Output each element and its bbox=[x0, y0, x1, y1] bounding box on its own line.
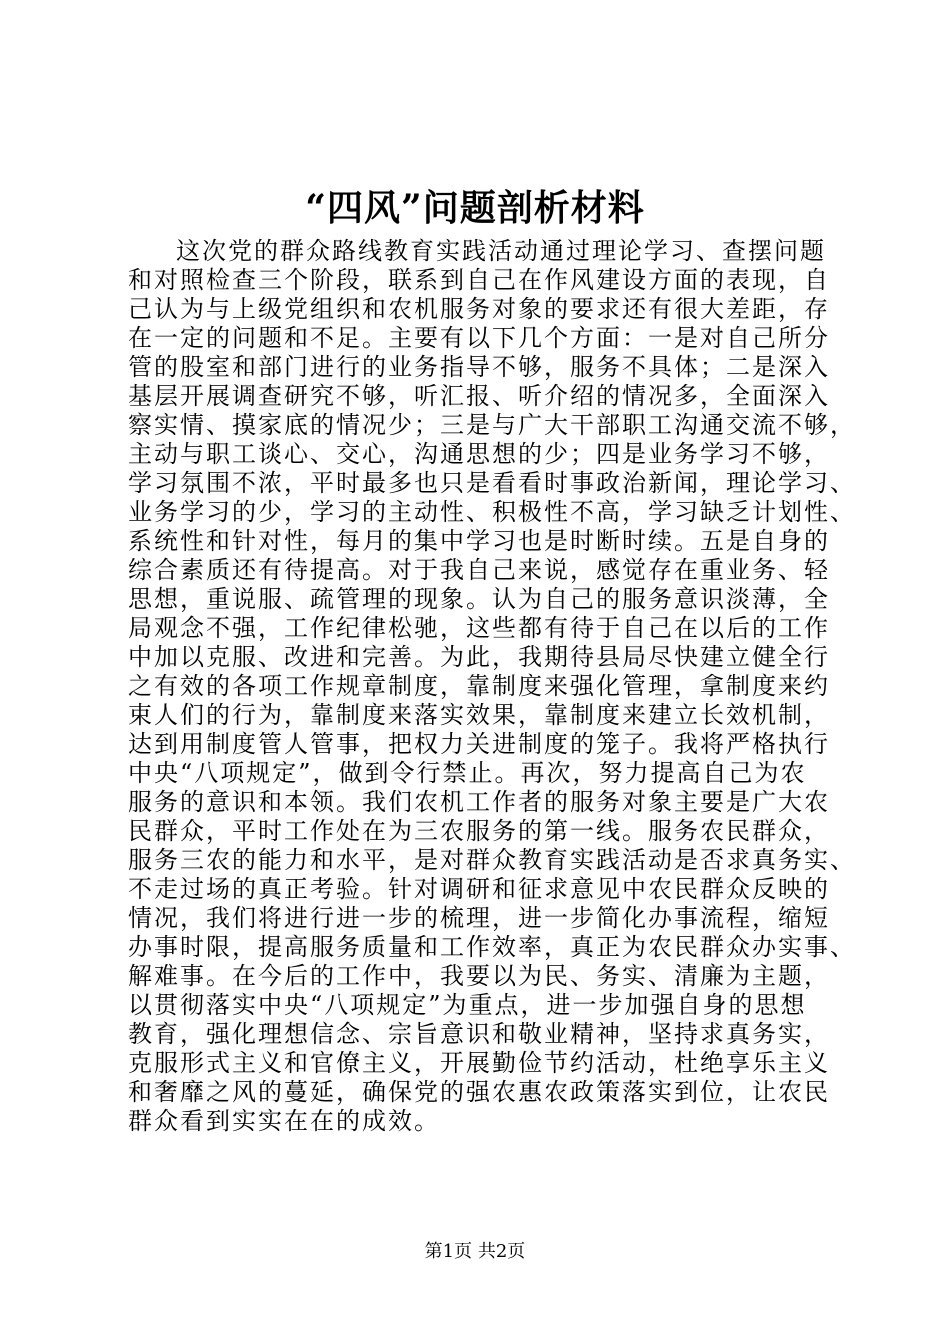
document-body bbox=[128, 237, 856, 1136]
body-line: 己认为与上级党组织和农机服务对象的要求还有很大差距，存 bbox=[128, 295, 830, 323]
body-line: 中央“八项规定”，做到令行禁止。再次，努力提高自己为农 bbox=[128, 759, 807, 787]
body-line: 主动与职工谈心、交心，沟通思想的少；四是业务学习不够， bbox=[128, 440, 830, 468]
body-line: 不走过场的真正考验。针对调研和征求意见中农民群众反映的 bbox=[128, 875, 830, 903]
body-line: 之有效的各项工作规章制度，靠制度来强化管理，拿制度来约 bbox=[128, 672, 830, 700]
body-line: 综合素质还有待提高。对于我自己来说，感觉存在重业务、轻 bbox=[128, 556, 830, 584]
body-line: 中加以克服、改进和完善。为此，我期待县局尽快建立健全行 bbox=[128, 643, 830, 671]
body-line: 在一定的问题和不足。主要有以下几个方面：一是对自己所分 bbox=[128, 324, 830, 352]
body-line: 服务的意识和本领。我们农机工作者的服务对象主要是广大农 bbox=[128, 788, 830, 816]
body-line: 教育，强化理想信念、宗旨意识和敬业精神，坚持求真务实， bbox=[128, 1020, 830, 1048]
body-line: 达到用制度管人管事，把权力关进制度的笼子。我将严格执行 bbox=[128, 730, 830, 758]
body-line: 察实情、摸家底的情况少；三是与广大干部职工沟通交流不够， bbox=[128, 411, 856, 439]
document-title: “四风”问题剖析材料 bbox=[305, 187, 645, 229]
body-line: 以贯彻落实中央“八项规定”为重点，进一步加强自身的思想 bbox=[128, 991, 807, 1019]
body-line: 束人们的行为，靠制度来落实效果，靠制度来建立长效机制， bbox=[128, 701, 830, 729]
body-line: 管的股室和部门进行的业务指导不够，服务不具体；二是深入 bbox=[128, 353, 830, 381]
body-line: 这次党的群众路线教育实践活动通过理论学习、查摆问题 bbox=[176, 237, 826, 265]
body-line: 民群众，平时工作处在为三农服务的第一线。服务农民群众， bbox=[128, 817, 830, 845]
body-line: 克服形式主义和官僚主义，开展勤俭节约活动，杜绝享乐主义 bbox=[128, 1049, 830, 1077]
body-line: 情况，我们将进行进一步的梳理，进一步简化办事流程，缩短 bbox=[128, 904, 830, 932]
page-indicator: 第1页 共2页 bbox=[424, 1241, 526, 1262]
body-line: 解难事。在今后的工作中，我要以为民、务实、清廉为主题， bbox=[128, 962, 830, 990]
body-line: 办事时限，提高服务质量和工作效率，真正为农民群众办实事、 bbox=[128, 933, 856, 961]
body-line: 学习氛围不浓，平时最多也只是看看时事政治新闻，理论学习、 bbox=[128, 469, 856, 497]
body-line: 业务学习的少，学习的主动性、积极性不高，学习缺乏计划性、 bbox=[128, 498, 856, 526]
body-line: 局观念不强，工作纪律松驰，这些都有待于自己在以后的工作 bbox=[128, 614, 830, 642]
body-line: 思想，重说服、疏管理的现象。认为自己的服务意识淡薄，全 bbox=[128, 585, 830, 613]
body-line: 群众看到实实在在的成效。 bbox=[128, 1107, 440, 1135]
body-line: 基层开展调查研究不够，听汇报、听介绍的情况多，全面深入 bbox=[128, 382, 830, 410]
body-line: 服务三农的能力和水平，是对群众教育实践活动是否求真务实、 bbox=[128, 846, 856, 874]
body-line: 和对照检查三个阶段，联系到自己在作风建设方面的表现，自 bbox=[128, 266, 830, 294]
body-line: 和奢靡之风的蔓延，确保党的强农惠农政策落实到位，让农民 bbox=[128, 1078, 830, 1106]
body-line: 系统性和针对性，每月的集中学习也是时断时续。五是自身的 bbox=[128, 527, 830, 555]
